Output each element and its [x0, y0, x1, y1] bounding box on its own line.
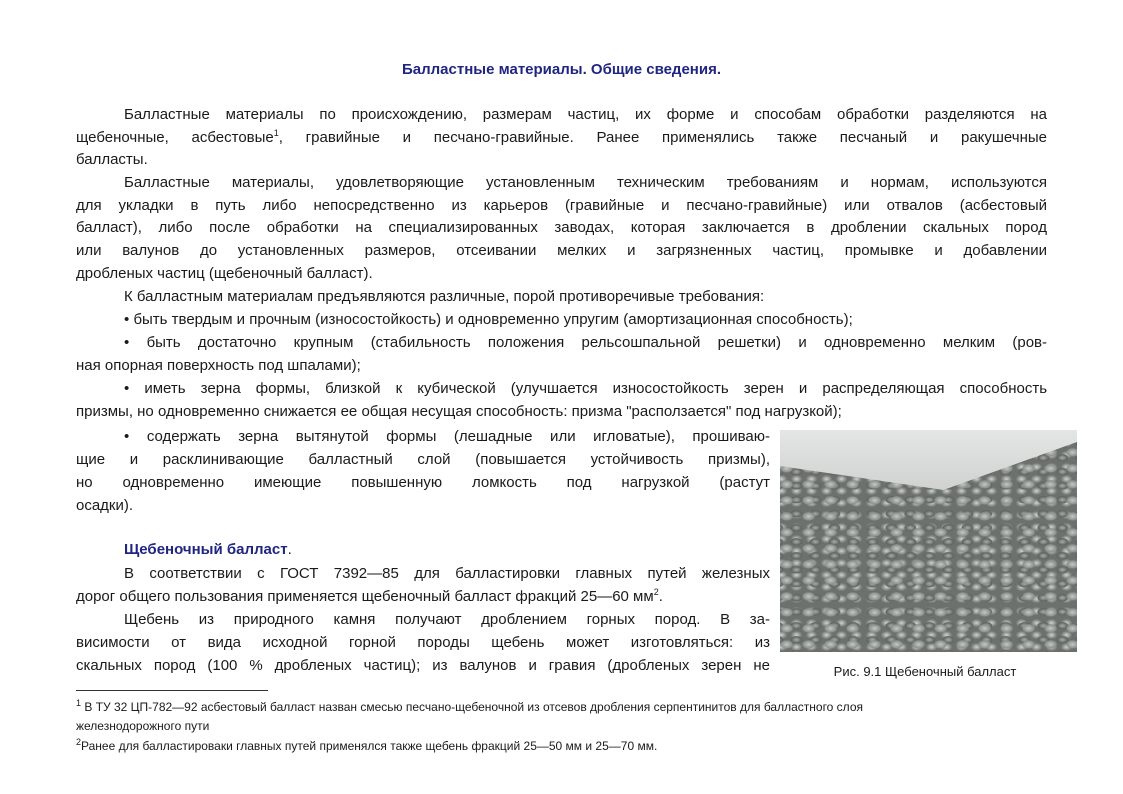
- paragraph-line: но одновременно имеющие повышенную ломкость под нагрузкой (растут: [76, 474, 770, 491]
- bullet-icon: •: [124, 380, 130, 397]
- paragraph-line: щие и расклинивающие балластный слой (повышается устойчивость призмы),: [76, 451, 770, 468]
- footnote-2: [76, 738, 657, 754]
- footnote-divider: [76, 690, 268, 691]
- paragraph-line: осадки).: [76, 497, 134, 514]
- paragraph-line: [76, 128, 1047, 148]
- paragraph-line: В соответствии с ГОСТ 7392—85 для балластировки главных путей железных: [124, 565, 770, 582]
- paragraph-line: для укладки в путь либо непосредственно из карьеров (гравийные и песчано-гравийные) или отвалов (асбестовый: [76, 197, 1047, 214]
- paragraph-line: балласт), либо после обработки на специализированных заводах, которая заключается в дроблении скальных пород: [76, 219, 1047, 236]
- paragraph-line: [76, 587, 770, 607]
- footnote-mark: 1: [76, 698, 82, 708]
- text: .: [658, 588, 663, 605]
- paragraph-line: призмы, но одновременно снижается ее общая несущая способность: призма "расползается" под нагрузкой);: [76, 403, 842, 420]
- footnote-ref[interactable]: 1: [273, 128, 279, 138]
- paragraph-line: Щебень из природного камня получают дроблением горных пород. В за-: [124, 611, 770, 628]
- paragraph-line: висимости от вида исходной горной породы щебень может изготовляться: из: [76, 634, 770, 651]
- text: , гравийные и песчано-гравийные. Ранее применялись также песчаный и ракушечные: [278, 129, 1047, 146]
- text: быть твердым и прочным (износостойкость) и одновременно упругим (амортизационная способность);: [133, 311, 853, 328]
- text: .: [287, 541, 292, 558]
- section-heading: [124, 541, 292, 558]
- paragraph-line: дробленых частиц (щебеночный балласт).: [76, 265, 373, 282]
- bullet-item: [124, 427, 770, 447]
- text: Щебеночный балласт: [124, 541, 288, 558]
- paragraph-line: ная опорная поверхность под шпалами);: [76, 357, 361, 374]
- sky-area: [780, 430, 1077, 490]
- paragraph-line: К балластным материалам предъявляются различные, порой противоречивые требования:: [124, 288, 765, 305]
- footnote-mark: 2: [76, 737, 82, 747]
- paragraph-line: Балластные материалы по происхождению, размерам частиц, их форме и способам обработки разделяются на: [124, 106, 1047, 123]
- footnote-1: [76, 699, 863, 715]
- page-title: Балластные материалы. Общие сведения.: [401, 61, 721, 78]
- paragraph-line: скальных пород (100 % дробленых частиц); из валунов и гравия (дробленых зерен не: [76, 657, 770, 674]
- footnote-ref[interactable]: 2: [653, 587, 659, 597]
- bullet-icon: •: [124, 334, 130, 351]
- paragraph-line: или валунов до установленных размеров, отсеивании мелких и загрязненных частиц, промывке и добавлении: [76, 242, 1047, 259]
- bullet-item: [124, 379, 1047, 399]
- footnote-1-cont: железнодорожного пути: [76, 719, 210, 733]
- paragraph-line: Балластные материалы, удовлетворяющие установленным техническим требованиям и нормам, используются: [124, 174, 1047, 191]
- text: Ранее для балластироваки главных путей применялся также щебень фракций 25—50 мм и 25—70 мм.: [81, 739, 658, 753]
- bullet-item: [124, 310, 1047, 330]
- bullet-item: [124, 333, 1047, 353]
- text: щебеночные, асбестовые: [76, 129, 274, 146]
- crushed-stone-photo: [780, 430, 1077, 652]
- text: быть достаточно крупным (стабильность положения рельсошпальной решетки) и одновременно мелким (ров-: [146, 334, 1047, 351]
- bullet-icon: •: [124, 311, 130, 328]
- text: В ТУ 32 ЦП-782—92 асбестовый балласт назван смесью песчано-щебеночной из отсевов дробления серпентинитов для балластного слоя: [84, 700, 863, 714]
- bullet-icon: •: [124, 428, 130, 445]
- text: иметь зерна формы, близкой к кубической (улучшается износостойкость зерен и распределяющая способность: [144, 380, 1047, 397]
- paragraph-line: балласты.: [76, 151, 148, 168]
- figure-caption: Рис. 9.1 Щебеночный балласт: [833, 664, 1017, 679]
- text: содержать зерна вытянутой формы (лешадные или игловатые), прошиваю-: [146, 428, 770, 445]
- text: дорог общего пользования применяется щебеночный балласт фракций 25—60 мм: [76, 588, 654, 605]
